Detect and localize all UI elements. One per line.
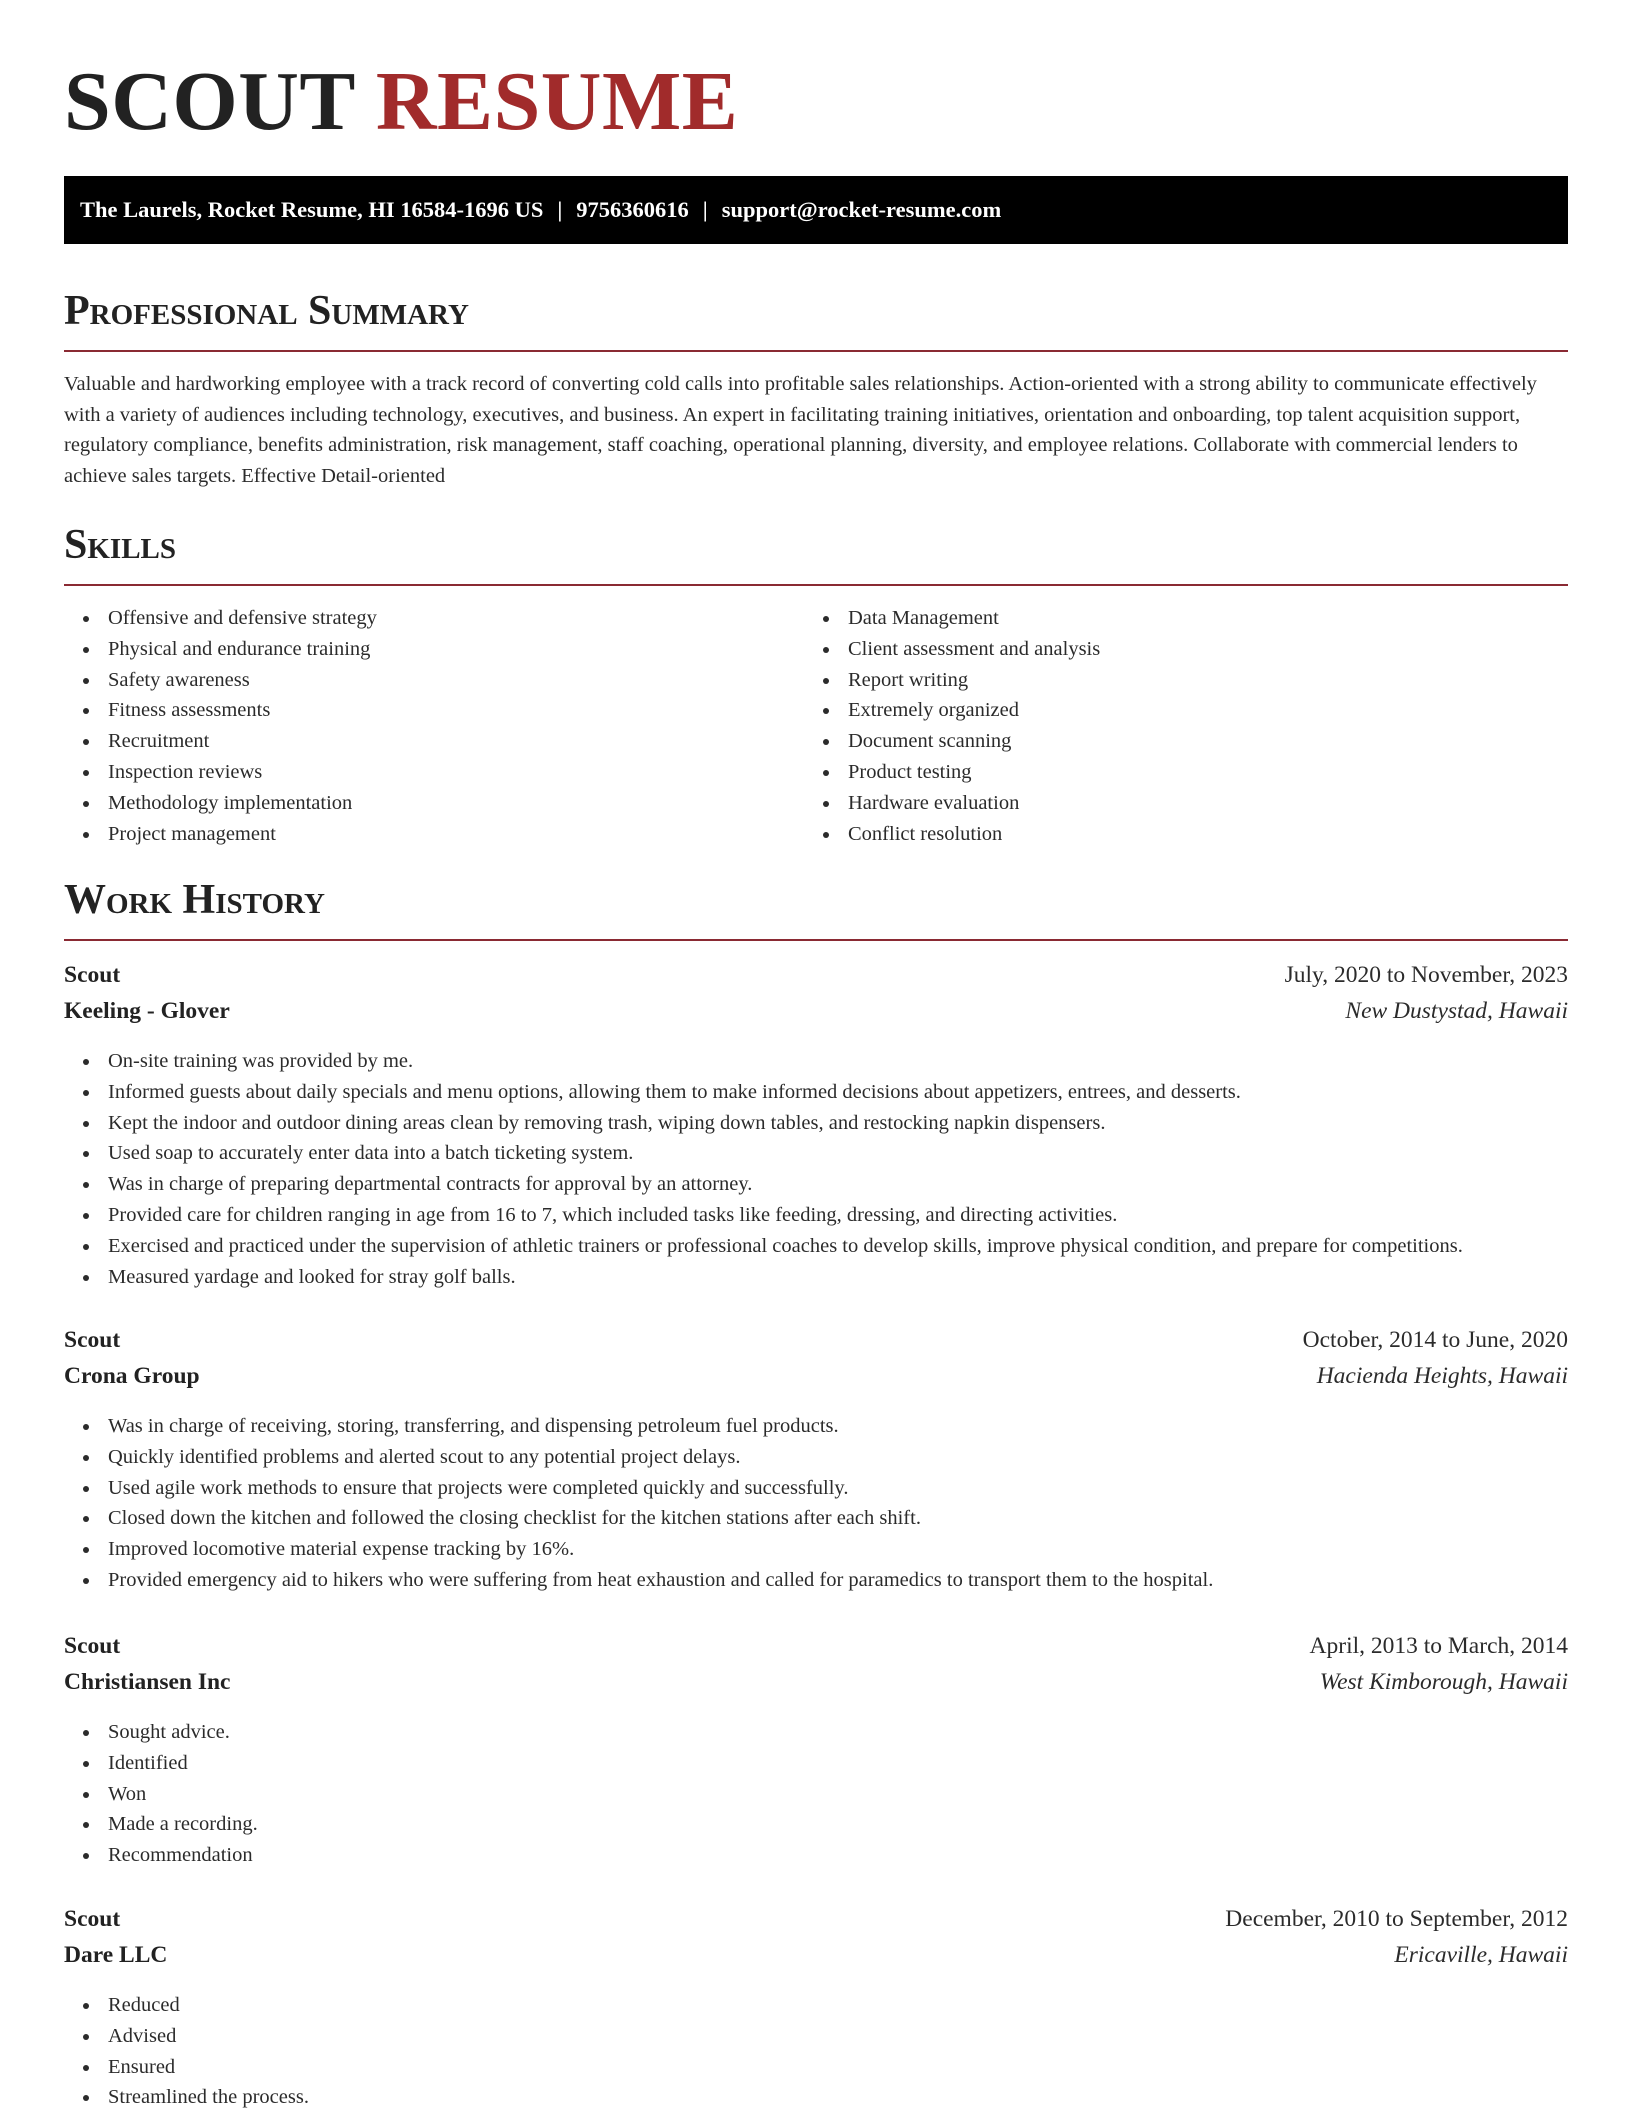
job-duties-list: [64, 1717, 1568, 1871]
job-company: Christiansen Inc: [64, 1669, 231, 1695]
job-title-row: [64, 957, 1568, 993]
job-duty-item: Made a recording.: [64, 1809, 1568, 1840]
title-first-word: SCOUT: [64, 55, 355, 148]
job-duty-item: Streamlined the process.: [64, 2082, 1568, 2113]
job-company: Crona Group: [64, 1363, 200, 1389]
contact-separator: |: [702, 197, 708, 222]
job-title-row: [64, 1901, 1568, 1937]
job-company-row: [64, 1937, 1568, 1973]
work-history-divider: [64, 939, 1568, 941]
skill-item: Offensive and defensive strategy: [64, 603, 804, 634]
job-duty-item: Improved locomotive material expense tracking by 16%.: [64, 1534, 1568, 1565]
skill-item: Fitness assessments: [64, 695, 804, 726]
job-company: Dare LLC: [64, 1942, 168, 1968]
skills-list-left: [64, 603, 804, 849]
work-history-heading: Work History: [64, 877, 325, 923]
job-duty-item: Provided emergency aid to hikers who were suffering from heat exhaustion and called for paramedics to transport them to the hospital.: [64, 1565, 1568, 1596]
job-duties-list: [64, 1046, 1568, 1292]
summary-heading: Professional Summary: [64, 288, 469, 334]
job-dates: December, 2010 to September, 2012: [1225, 1906, 1568, 1932]
job-duty-item: Used soap to accurately enter data into a batch ticketing system.: [64, 1138, 1568, 1169]
skill-item: Client assessment and analysis: [804, 634, 1568, 665]
job-duties-list: [64, 1411, 1568, 1596]
job-company-row: [64, 1664, 1568, 1700]
job-duties-list: [64, 1990, 1568, 2113]
skill-item: Data Management: [804, 603, 1568, 634]
job-duty-item: Recommendation: [64, 1840, 1568, 1871]
job-duty-item: Measured yardage and looked for stray golf balls.: [64, 1262, 1568, 1293]
skill-item: Methodology implementation: [64, 788, 804, 819]
job-company-row: [64, 993, 1568, 1029]
job-duty-item: Was in charge of preparing departmental contracts for approval by an attorney.: [64, 1169, 1568, 1200]
job-duty-item: Won: [64, 1779, 1568, 1810]
skills-list-right: [804, 603, 1568, 849]
resume-title: [64, 52, 738, 152]
job-duty-item: Informed guests about daily specials and menu options, allowing them to make informed decisions about appetizers, entrees, and desserts.: [64, 1077, 1568, 1108]
job-dates: April, 2013 to March, 2014: [1309, 1633, 1568, 1659]
job-location: Hacienda Heights, Hawaii: [1316, 1363, 1568, 1389]
contact-bar: [64, 176, 1568, 244]
contact-email: support@rocket-resume.com: [721, 197, 1002, 222]
job-duty-item: Was in charge of receiving, storing, transferring, and dispensing petroleum fuel products.: [64, 1411, 1568, 1442]
skill-item: Recruitment: [64, 726, 804, 757]
summary-divider: [64, 350, 1568, 352]
summary-text: Valuable and hardworking employee with a track record of converting cold calls into profitable sales relationships. Action-oriented with a strong ability to communicate effectively with a variety of audiences including technology, executives, and business. An expert in facilitating training initiatives, orientation and onboarding, top talent acquisition support, regulatory compliance, benefits administration, risk management, staff coaching, operational planning, diversity, and employee relations. Collaborate with commercial lenders to achieve sales targets. Effective Detail-oriented: [64, 373, 1537, 487]
skill-item: Physical and endurance training: [64, 634, 804, 665]
job-duty-item: Quickly identified problems and alerted scout to any potential project delays.: [64, 1442, 1568, 1473]
job-duty-item: Ensured: [64, 2052, 1568, 2083]
job-duty-item: Identified: [64, 1748, 1568, 1779]
skill-item: Extremely organized: [804, 695, 1568, 726]
contact-address: The Laurels, Rocket Resume, HI 16584-1696 US: [80, 197, 544, 222]
job-title: Scout: [64, 1906, 121, 1932]
job-title: Scout: [64, 1633, 121, 1659]
contact-separator: |: [557, 197, 563, 222]
job-dates: July, 2020 to November, 2023: [1284, 962, 1568, 988]
job-duty-item: Exercised and practiced under the supervision of athletic trainers or professional coaches to develop skills, improve physical condition, and prepare for competitions.: [64, 1231, 1568, 1262]
job-duty-item: Advised: [64, 2021, 1568, 2052]
skill-item: Project management: [64, 819, 804, 850]
job-title: Scout: [64, 962, 121, 988]
job-company: Keeling - Glover: [64, 998, 230, 1024]
skill-item: Product testing: [804, 757, 1568, 788]
job-duty-item: Provided care for children ranging in age from 16 to 7, which included tasks like feeding, dressing, and directing activities.: [64, 1200, 1568, 1231]
job-dates: October, 2014 to June, 2020: [1302, 1327, 1568, 1353]
skill-item: Inspection reviews: [64, 757, 804, 788]
skill-item: Conflict resolution: [804, 819, 1568, 850]
job-duty-item: Reduced: [64, 1990, 1568, 2021]
job-duty-item: Kept the indoor and outdoor dining areas clean by removing trash, wiping down tables, and restocking napkin dispensers.: [64, 1108, 1568, 1139]
job-duty-item: Sought advice.: [64, 1717, 1568, 1748]
job-duty-item: On-site training was provided by me.: [64, 1046, 1568, 1077]
title-second-word: RESUME: [375, 55, 739, 148]
contact-phone: 9756360616: [576, 197, 689, 222]
job-title: Scout: [64, 1327, 121, 1353]
skills-heading: Skills: [64, 522, 177, 568]
skill-item: Document scanning: [804, 726, 1568, 757]
job-location: New Dustystad, Hawaii: [1345, 998, 1568, 1024]
job-duty-item: Used agile work methods to ensure that projects were completed quickly and successfully.: [64, 1473, 1568, 1504]
skill-item: Report writing: [804, 665, 1568, 696]
skills-divider: [64, 584, 1568, 586]
skill-item: Safety awareness: [64, 665, 804, 696]
job-title-row: [64, 1628, 1568, 1664]
job-company-row: [64, 1358, 1568, 1394]
skill-item: Hardware evaluation: [804, 788, 1568, 819]
job-title-row: [64, 1322, 1568, 1358]
job-location: Ericaville, Hawaii: [1394, 1942, 1568, 1968]
job-duty-item: Closed down the kitchen and followed the closing checklist for the kitchen stations after each shift.: [64, 1503, 1568, 1534]
job-location: West Kimborough, Hawaii: [1319, 1669, 1568, 1695]
